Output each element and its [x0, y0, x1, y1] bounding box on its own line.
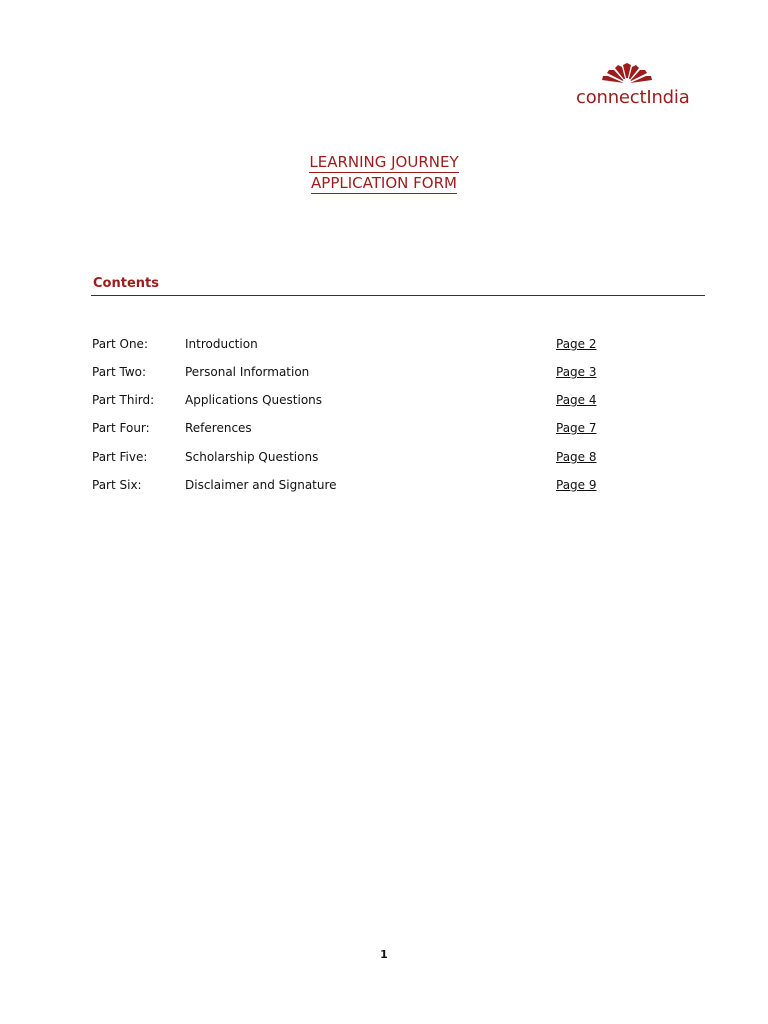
title-line-1: LEARNING JOURNEY: [309, 153, 459, 171]
toc-section-title: Applications Questions: [185, 393, 323, 407]
toc-row: [0, 478, 768, 498]
toc-part-label: Part Five:: [92, 450, 148, 464]
logo-text: connectIndia: [576, 87, 690, 108]
toc-section-title: Disclaimer and Signature: [185, 478, 337, 492]
toc-page-link[interactable]: Page 9: [556, 478, 597, 492]
toc-part-label: Part Two:: [92, 365, 147, 379]
connectindia-logo: [574, 62, 702, 112]
toc-row: [0, 421, 768, 441]
contents-heading: Contents: [93, 276, 159, 291]
toc-part-label: Part One:: [92, 337, 148, 351]
contents-divider: [91, 295, 705, 296]
document-title: [0, 152, 768, 194]
toc-part-label: Part Third:: [92, 393, 155, 407]
toc-page-link[interactable]: Page 2: [556, 337, 597, 351]
toc-section-title: Scholarship Questions: [185, 450, 319, 464]
toc-page-link[interactable]: Page 7: [556, 421, 597, 435]
toc-row: [0, 337, 768, 357]
toc-part-label: Part Four:: [92, 421, 150, 435]
toc-part-label: Part Six:: [92, 478, 142, 492]
toc-row: [0, 365, 768, 385]
toc-page-link[interactable]: Page 8: [556, 450, 597, 464]
toc-row: [0, 450, 768, 470]
toc-section-title: Introduction: [185, 337, 258, 351]
toc-section-title: References: [185, 421, 252, 435]
title-line-2: APPLICATION FORM: [311, 174, 457, 192]
sunburst-logo-icon: [602, 62, 652, 84]
page-number: 1: [380, 948, 388, 961]
toc-page-link[interactable]: Page 4: [556, 393, 597, 407]
toc-page-link[interactable]: Page 3: [556, 365, 597, 379]
toc-row: [0, 393, 768, 413]
toc-section-title: Personal Information: [185, 365, 310, 379]
